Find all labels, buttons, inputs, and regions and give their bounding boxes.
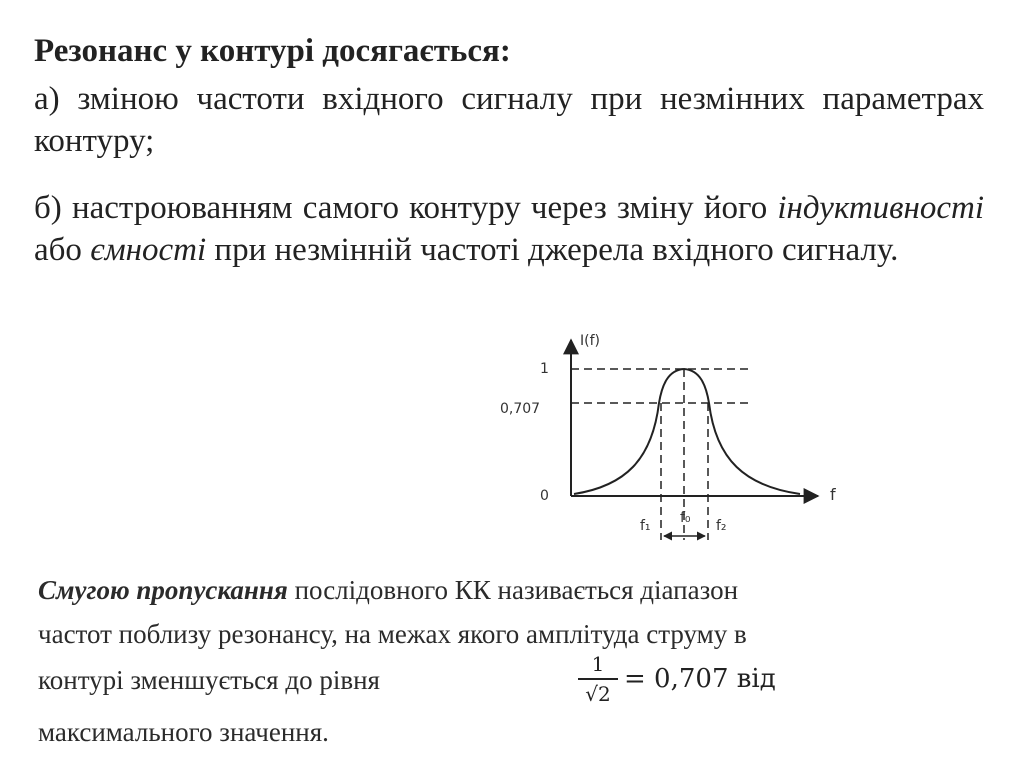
f2-label: f₂ (716, 518, 727, 534)
item-a-text: а) зміною частоти вхідного сигналу при незмінних параметрах контуру; (34, 81, 984, 159)
fraction-bar (578, 678, 618, 680)
origin-label: 0 (540, 488, 549, 504)
resonance-curve (574, 369, 800, 494)
definition-term: Смугою пропускання (38, 575, 288, 605)
f1-label: f₁ (640, 518, 651, 534)
inductance-term: індуктивності (777, 190, 985, 226)
item-b-part1: б) настроюванням самого контуру через зміну його (34, 190, 768, 226)
slide-title: Резонанс у контурі досягається: (34, 33, 511, 69)
tick-label-0707: 0,707 (500, 401, 541, 417)
fraction-numerator: 1 (591, 652, 605, 676)
f0-label: f₀ (680, 510, 691, 526)
formula-value: = 0,707 від (624, 664, 776, 694)
definition-line-1 (38, 573, 998, 607)
tick-label-1: 1 (540, 361, 549, 377)
x-axis-label: f (830, 485, 836, 504)
definition-line-4: максимального значення. (38, 717, 329, 747)
resonance-curve-graph (490, 325, 850, 555)
capacitance-term: ємності (90, 232, 207, 268)
or-word: або (34, 232, 82, 268)
definition-line-3: контурі зменшується до рівня (38, 665, 380, 695)
definition-line-1-rest: послідовного КК називається діапазон (294, 575, 739, 605)
y-axis-label: I(f) (580, 333, 600, 349)
item-b-part2: при незмінній частоті джерела вхідного сигналу. (214, 232, 899, 268)
item-b-text (34, 187, 984, 271)
fraction-denominator: √2 (585, 682, 611, 706)
fraction (578, 652, 618, 706)
definition-line-2: частот поблизу резонансу, на межах якого амплітуда струму в (38, 619, 747, 649)
